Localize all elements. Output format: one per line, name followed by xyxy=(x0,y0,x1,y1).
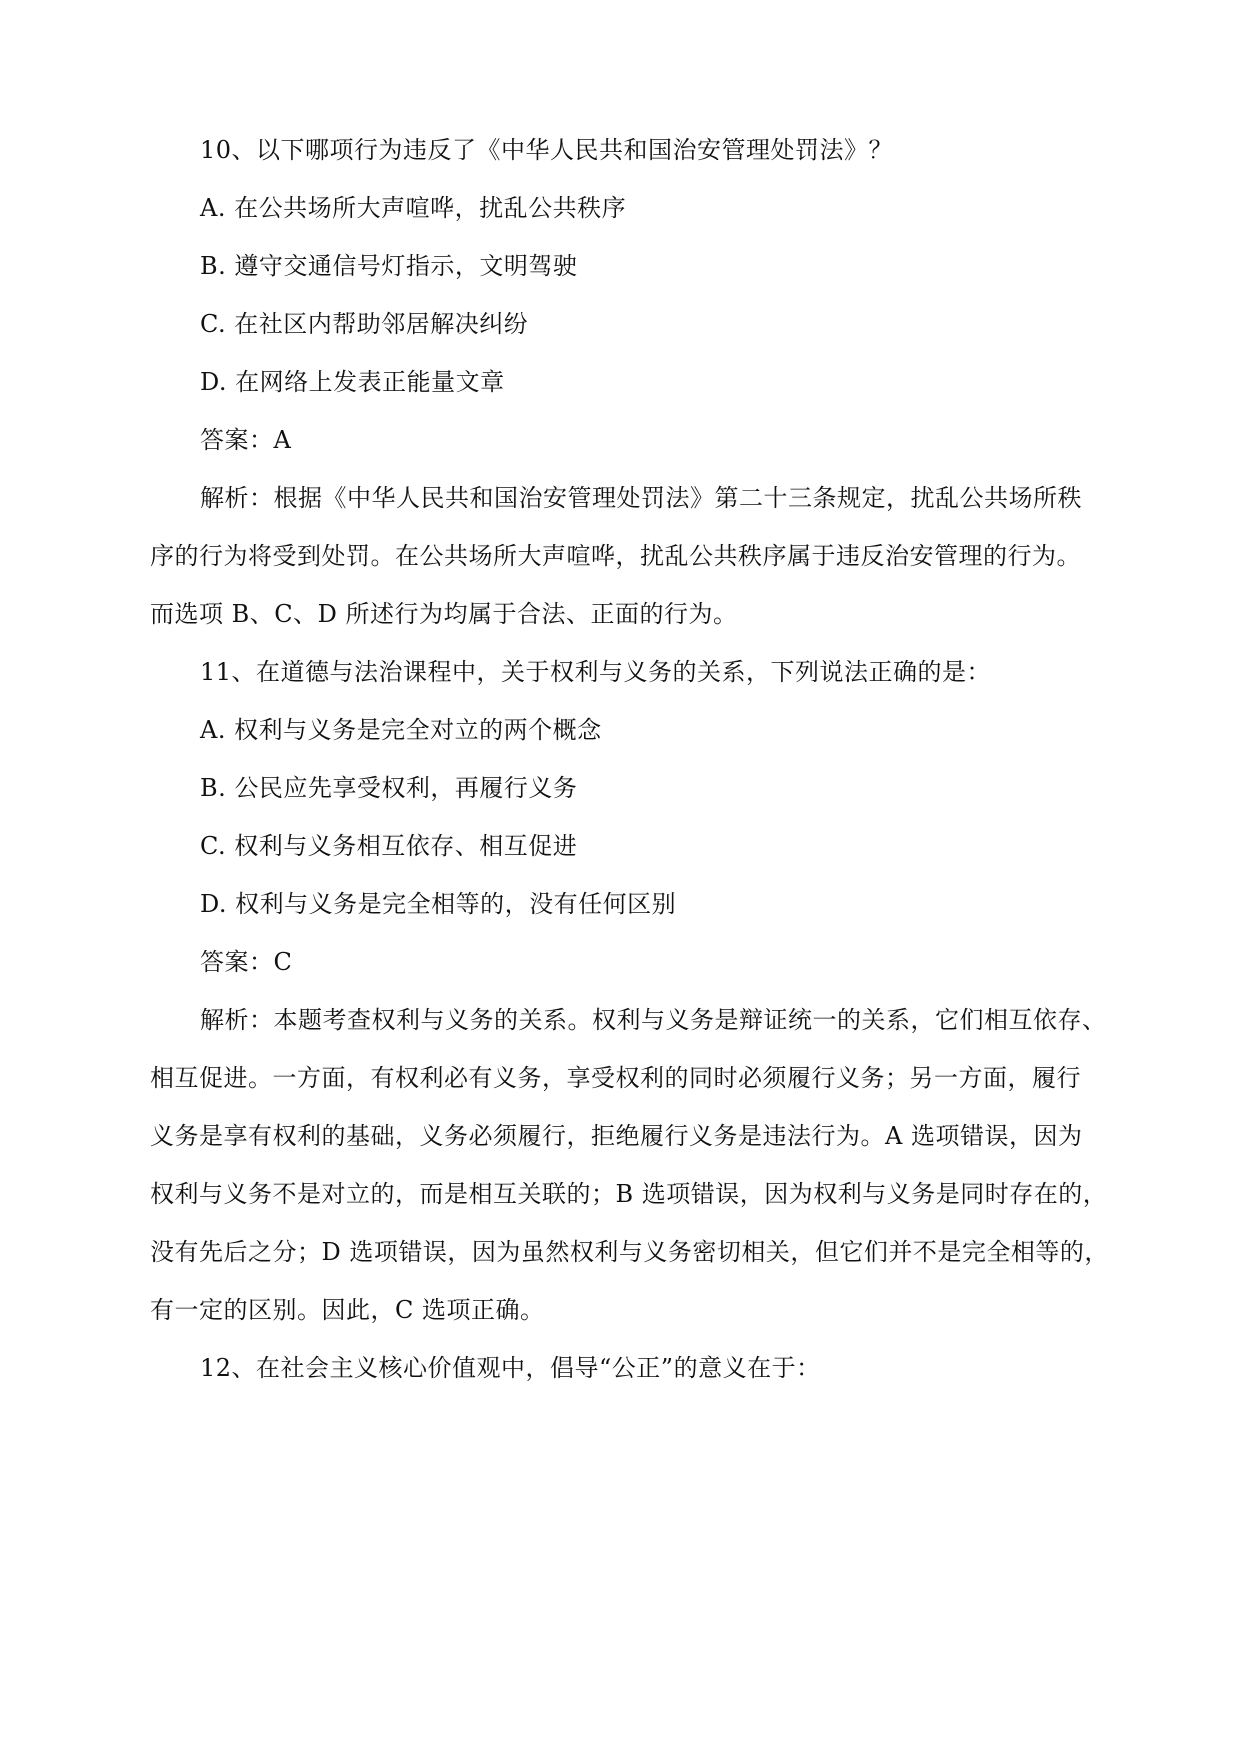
question-10-option-d: D. 在网络上发表正能量文章 xyxy=(200,368,505,396)
question-11-analysis-line: 有一定的区别。因此，C 选项正确。 xyxy=(150,1296,545,1324)
question-11-option-b: B. 公民应先享受权利，再履行义务 xyxy=(200,774,578,802)
question-10-answer: 答案：A xyxy=(200,426,292,454)
question-11-analysis-line: 解析：本题考查权利与义务的关系。权利与义务是辩证统一的关系，它们相互依存、 xyxy=(200,1006,1107,1034)
question-11-option-c: C. 权利与义务相互依存、相互促进 xyxy=(200,832,578,860)
question-10-analysis-line: 解析：根据《中华人民共和国治安管理处罚法》第二十三条规定，扰乱公共场所秩 xyxy=(200,484,1082,512)
question-10-analysis-line: 序的行为将受到处罚。在公共场所大声喧哗，扰乱公共秩序属于违反治安管理的行为。 xyxy=(150,542,1081,570)
question-10-analysis-line: 而选项 B、C、D 所述行为均属于合法、正面的行为。 xyxy=(150,600,738,628)
question-11-answer: 答案：C xyxy=(200,948,293,976)
question-11-stem: 11、在道德与法治课程中，关于权利与义务的关系，下列说法正确的是： xyxy=(200,658,992,686)
question-11-analysis-line: 权利与义务不是对立的，而是相互关联的；B 选项错误，因为权利与义务是同时存在的， xyxy=(150,1180,1108,1208)
question-10-option-c: C. 在社区内帮助邻居解决纠纷 xyxy=(200,310,529,338)
question-11-analysis-line: 义务是享有权利的基础，义务必须履行，拒绝履行义务是违法行为。A 选项错误，因为 xyxy=(150,1122,1083,1150)
question-11-option-d: D. 权利与义务是完全相等的，没有任何区别 xyxy=(200,890,677,918)
question-12-stem: 12、在社会主义核心价值观中，倡导“公正”的意义在于： xyxy=(200,1354,821,1382)
question-10-stem: 10、以下哪项行为违反了《中华人民共和国治安管理处罚法》？ xyxy=(200,136,894,164)
question-10-option-a: A. 在公共场所大声喧哗，扰乱公共秩序 xyxy=(200,194,627,222)
question-10-option-b: B. 遵守交通信号灯指示，文明驾驶 xyxy=(200,252,578,280)
question-11-option-a: A. 权利与义务是完全对立的两个概念 xyxy=(200,716,602,744)
question-11-analysis-line: 没有先后之分；D 选项错误，因为虽然权利与义务密切相关，但它们并不是完全相等的， xyxy=(150,1238,1109,1266)
question-11-analysis-line: 相互促进。一方面，有权利必有义务，享受权利的同时必须履行义务；另一方面，履行 xyxy=(150,1064,1081,1092)
